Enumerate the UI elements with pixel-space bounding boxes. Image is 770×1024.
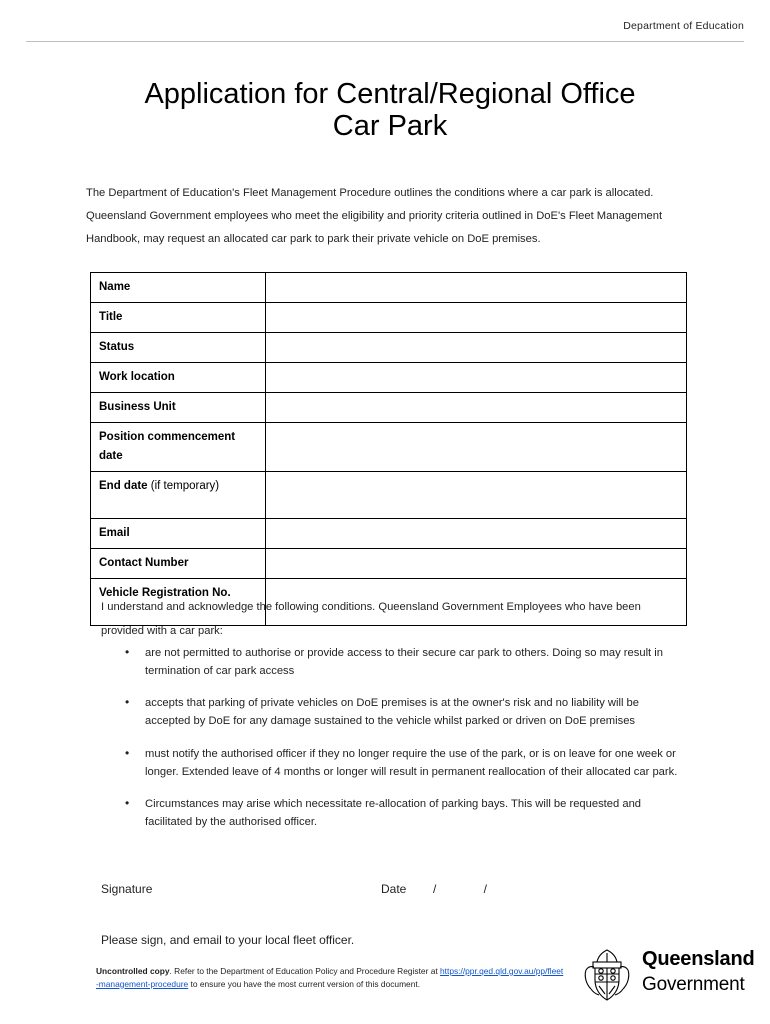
table-row bbox=[91, 518, 687, 548]
row-label-contact-number: Contact Number bbox=[91, 548, 266, 578]
table-row bbox=[91, 302, 687, 332]
row-label-name: Name bbox=[91, 273, 266, 303]
footer-note bbox=[96, 965, 566, 990]
date-slashes: / / bbox=[433, 882, 510, 896]
row-label-end-date-strong: End date bbox=[99, 479, 151, 492]
row-value-status[interactable] bbox=[266, 332, 687, 362]
table-row bbox=[91, 392, 687, 422]
list-item: • must notify the authorised officer if they no longer require the use of the park, or is on leave for one week or longer. Extended leave of 4 months or longer will result in permanent reallocation of their allocated car park. bbox=[101, 745, 681, 781]
table-row bbox=[91, 422, 687, 471]
policy-register-link[interactable]: https://ppr.qed.qld.gov.au/pp/fleet-management-procedure bbox=[96, 966, 564, 989]
row-value-position-commencement-date[interactable] bbox=[266, 422, 687, 471]
acknowledgement-paragraph: I understand and acknowledge the following conditions. Queensland Government Employees who have been provided with a car park: bbox=[101, 601, 641, 637]
row-value-title[interactable] bbox=[266, 302, 687, 332]
footer-bold-prefix: Uncontrolled copy bbox=[96, 966, 170, 976]
row-label-business-unit: Business Unit bbox=[91, 392, 266, 422]
table-row bbox=[91, 471, 687, 518]
signature-label: Signature bbox=[101, 882, 153, 896]
row-label-title: Title bbox=[91, 302, 266, 332]
logo-line-queensland: Queensland bbox=[642, 948, 755, 970]
intro-paragraph: The Department of Education's Fleet Management Procedure outlines the conditions where a car park is allocated. Queensland Government employees who meet the eligibility and priority criteria outlined in DoE's Fleet Management Handbook, may request an allocated car park to park their private vehicle on DoE premises. bbox=[86, 187, 663, 245]
list-item: • Circumstances may arise which necessitate re-allocation of parking bays. This will be requested and facilitated by the authorised officer. bbox=[101, 795, 681, 831]
row-label-vehicle-registration: Vehicle Registration No. bbox=[91, 578, 266, 625]
please-sign-note: Please sign, and email to your local fleet officer. bbox=[101, 933, 355, 947]
row-value-name[interactable] bbox=[266, 273, 687, 303]
row-value-work-location[interactable] bbox=[266, 362, 687, 392]
queensland-government-logo bbox=[578, 944, 755, 1010]
list-item: • accepts that parking of private vehicles on DoE premises is at the owner's risk and no liability will be accepted by DoE for any damage sustained to the vehicle whilst parked or driven on DoE premises bbox=[101, 694, 681, 730]
table-row bbox=[91, 273, 687, 303]
date-label: Date bbox=[381, 882, 407, 896]
row-label-status: Status bbox=[91, 332, 266, 362]
row-label-end-date bbox=[91, 471, 266, 518]
table-row bbox=[91, 548, 687, 578]
page-header bbox=[26, 20, 744, 32]
page-title-line-2: Car Park bbox=[332, 110, 448, 143]
row-value-end-date[interactable] bbox=[266, 471, 687, 518]
page-title bbox=[90, 78, 690, 143]
row-value-business-unit[interactable] bbox=[266, 392, 687, 422]
list-item: • are not permitted to authorise or provide access to their secure car park to others. Doing so may result in termination of car park access bbox=[101, 644, 681, 680]
queensland-crest-icon bbox=[578, 946, 636, 1004]
page-title-line-1: Application for Central/Regional Office bbox=[144, 78, 636, 110]
row-value-contact-number[interactable] bbox=[266, 548, 687, 578]
row-label-position-commencement-date: Position commencement date bbox=[91, 422, 266, 471]
applicant-details-table bbox=[90, 272, 687, 626]
footer-text-after-link: to ensure you have the most current version of this document. bbox=[188, 978, 421, 989]
header-divider bbox=[26, 41, 744, 42]
row-label-email: Email bbox=[91, 518, 266, 548]
footer-text-before-link: . Refer to the Department of Education Policy and Procedure Register at bbox=[169, 966, 441, 976]
logo-line-government: Government bbox=[642, 974, 745, 995]
row-value-email[interactable] bbox=[266, 518, 687, 548]
conditions-list bbox=[101, 644, 681, 845]
row-label-end-date-light: (if temporary) bbox=[150, 479, 220, 492]
table-row bbox=[91, 332, 687, 362]
department-name: Department of Education bbox=[623, 20, 744, 32]
table-row bbox=[91, 362, 687, 392]
row-label-work-location: Work location bbox=[91, 362, 266, 392]
